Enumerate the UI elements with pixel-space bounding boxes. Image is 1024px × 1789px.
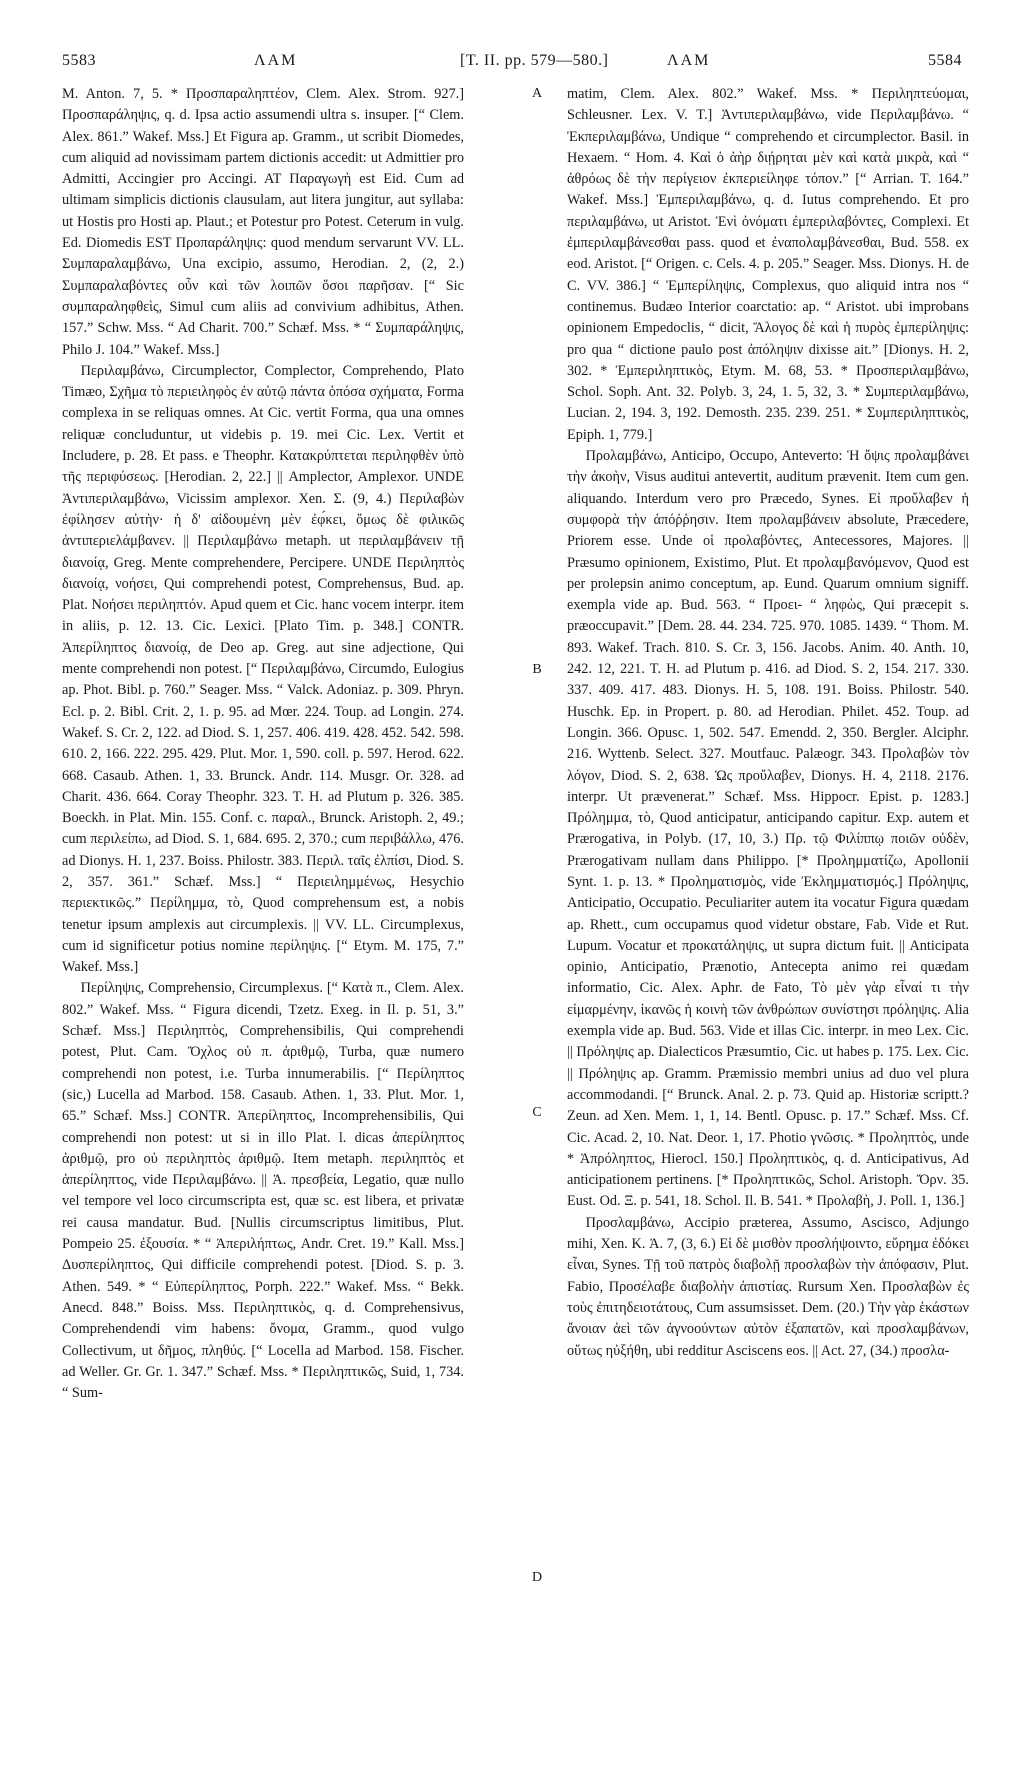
entry-paragraph: Προλαμβάνω, Anticipo, Occupo, Anteverto: Ἡ ὄψις προλαμβάνει τὴν ἀκοὴν, Visus auditui antevertit, auditum prævenit. Item cum gen. aliquando. Interdum vero pro Præcedo, Synes. Εἰ προὔλαβεν ἡ συμφορὰ τὴν ἀπόῤῥησιν. Item προλαμβάνειν absolute, Præcedere, Priorem esse. Unde οἱ προλαβόντες, Antecessores, Majores. || Præsumo opinionem, Existimo, Plut. Et προλαμβανόμενον, Quod est per prolepsin animo conceptum, ap. Eund. Quarum omnium signiff. exempla vide ap. Bud. 563. “ Προει- “ ληφὼς, Qui præcepit s. præoccupavit.” [Dem. 28. 44. 234. 725. 970. 1085. 1439. “ Thom. M. 893. Wakef. Trach. 810. S. Cr. 3, 156. Jacobs. Anim. 40. Anth. 10, 242. 12, 221. T. H. ad Plutum p. 416. ad Diod. S. 2, 154. 217. 330. 337. 409. 417. 483. Dionys. H. 5, 108. 191. Boiss. Philostr. 540. Huschk. Ep. in Propert. p. 80. ad Herodian. Philet. 452. Toup. ad Longin. 366. Opusc. 1, 502. 547. Emendd. 2, 350. Bergler. Alciphr. 216. Wyttenb. Select. 327. Moutfauc. Palæogr. 343. Προλαβὼν τὸν λόγον, Diod. S. 2, 638. Ὡς προὔλαβεν, Dionys. H. 4, 2118. 2176. interpr. Ut prævenerat.” Schæf. Mss. Hippocr. Epist. p. 1283.] Πρόλημμα, τὸ, Quod anticipatur, anticipando capitur. Exp. autem et Prærogativa, in Polyb. (17, 10, 3.) Πρ. τῷ Φιλίππῳ ποιῶν οὐδὲν, Prærogativam nullam dans Philippo. [* Προλημματίζω, Apollonii Synt. 1. p. 13. * Προληματισμὸς, vide Ἐκλημματισμός.] Πρόληψις, Anticipatio, Occupatio. Peculiariter autem ita vocatur Figura quædam ap. Rhett., cum occupamus quod videtur obstare, Fab. Vide et Rut. Lupum. Vocatur et προκατάληψις, ut supra dictum fuit. || Anticipata opinio, Anticipatio, Prænotio, Antecepta animo rei quædam informatio, Cic. Alex. Aphr. de Fato, Τὸ μὲν γὰρ εἶναί τι τὴν εἱμαρμένην, ἱκανῶς ἡ κοινὴ τῶν ἀνθρώπων συνίστησι πρόληψις. Alia exempla vide ap. Bud. 563. Vide et illas Cic. interpr. in meo Lex. Cic. || Πρόληψις ap. Dialecticos Præsumtio, Cic. ut habes p. 175. Lex. Cic. || Πρόληψις ap. Gramm. Præmissio membri unius ad duo vel plura accommodandi. [“ Brunck. Anal. 2. p. 73. Quid ap. Historiæ scriptt.? Zeun. ad Xen. Mem. 1, 1, 14. Bentl. Opusc. p. 17.” Schæf. Mss. Cf. Cic. Acad. 2, 10. Nat. Deor. 1, 17. Photio γνῶσις. * Προληπτὸς, unde * Ἀπρόληπτος, Hierocl. 150.] Προληπτικὸς, q. d. Anticipativus, Ad anticipationem pertinens. [* Προληπτικῶς, Schol. Aristoph. Ὄρν. 35. Eust. Od. Ξ. p. 541, 18. Schol. Il. Β. 541. * Προλαβὴ, J. Poll. 1, 136.] <box>567 448 969 1210</box>
section-marker-a: A <box>531 86 543 101</box>
section-marker-c: C <box>532 1105 542 1120</box>
section-marker-b: B <box>532 662 542 677</box>
page-header <box>62 52 962 78</box>
section-marker-d: D <box>531 1570 543 1585</box>
entry-paragraph: M. Anton. 7, 5. * Προσπαραληπτέον, Clem. Alex. Strom. 927.] Προσπαράληψις, q. d. Ipsa actio assumendi ultra s. insuper. [“ Clem. Alex. 861.” Wakef. Mss.] Et Figura ap. Gramm., ut scribit Diomedes, cum aliquid ad novissimam partem dictionis accedit: ut Admittier pro Admitti, Accingier pro Accingi. AT Παραγωγὴ est Eid. Cum ad ultimam simplicis dictionis clausulam, aut litera jungitur, aut syllaba: ut Hostis pro Hosti ap. Plaut.; et Potestur pro Potest. Ceterum in vulg. Ed. Diomedis EST Προπαράληψις: quod mendum servarunt VV. LL. Συμπαραλαμβάνω, Una excipio, assumo, Herodian. 2, (2, 2.) Συμπαραλαβόντες οὖν καὶ τῶν λοιπῶν ὅσοι παρῆσαν. [“ Sic συμπαραληφθεὶς, Simul cum aliis ad convivium adhibitus, Athen. 157.” Schw. Mss. “ Ad Charit. 700.” Schæf. Mss. * “ Συμπαράληψις, Philo J. 104.” Wakef. Mss.] <box>62 86 464 358</box>
entry-paragraph: Περιλαμβάνω, Circumplector, Complector, Comprehendo, Plato Timæo, Σχῆμα τὸ περιειληφὸς ἐν αὐτῷ πάντα ὁπόσα σχήματα, Forma complexa in se reliquas omnes. At Cic. vertit Forma, qua una omnes reliquæ concluduntur, ut videbis p. 19. mei Cic. Lex. Vertit et Includere, p. 28. Et pass. e Theophr. Κατακρύπτεται περιληφθὲν ὑπὸ τῆς περιφύσεως. [Herodian. 2, 22.] || Amplector, Amplexor. UNDE Ἀντιπεριλαμβάνω, Vicissim amplexor. Xen. Σ. (9, 4.) Περιλαβὼν ἐφίλησεν αὐτὴν· ἡ δ' αἰδουμένη μὲν ἐφ́κει, ὅμως δὲ φιλικῶς ἀντιπεριελάμβανεν. || Περιλαμβάνω metaph. ut περιλαμβάνειν τῇ διανοίᾳ, Greg. Mente comprehendere, Percipere. UNDE Περιληπτὸς διανοίᾳ, νοήσει, Qui comprehendi potest, Comprehensus, Bud. ap. Plat. Νοήσει περιληπτόν. Apud quem et Cic. hanc vocem interpr. item in aliis, p. 12. 13. Cic. Lexici. [Plato Tim. p. 348.] CONTR. Ἀπερίληπτος διανοίᾳ, de Deo ap. Greg. aut sine adjectione, Qui mente comprehendi non potest. [“ Περιλαμβάνω, Circumdo, Eulogius ap. Phot. Bibl. p. 760.” Seager. Mss. “ Valck. Adoniaz. p. 309. Phryn. Ecl. p. 2. Bibl. Crit. 2, 1. p. 95. ad Mœr. 224. Toup. ad Longin. 274. Wakef. S. Cr. 2, 122. ad Diod. S. 1, 257. 406. 419. 428. 452. 542. 598. 610. 2, 166. 222. 295. 429. Plut. Mor. 1, 590. coll. p. 597. Herod. 622. 668. Casaub. Athen. 1, 33. Brunck. Andr. 114. Musgr. Or. 328. ad Charit. 436. 664. Coray Theophr. 323. T. H. ad Plutum p. 326. 385. Boeckh. in Plat. Min. 155. Conf. c. παραλ., Brunck. Aristoph. 2, 49.; cum περιλείπω, ad Diod. S. 1, 684. 695. 2, 370.; cum περιβάλλω, 476. ad Dionys. H. 1, 237. Boiss. Philostr. 383. Περιλ. ταῖς ἐλπίσι, Diod. S. 2, 357. 361.” Schæf. Mss.] “ Περιειλημμένως, Hesychio περιεκτικῶς.” Περίλημμα, τὸ, Quod comprehensum est, a nobis tenetur ipsum amplexis aut circumplexis. || VV. LL. Circumplexus, cum id significetur potius nomine περίληψις. [“ Etym. M. 175, 7.” Wakef. Mss.] <box>62 362 464 976</box>
entry-paragraph: Περίληψις, Comprehensio, Circumplexus. [“ Κατὰ π., Clem. Alex. 802.” Wakef. Mss. “ Figura dicendi, Tzetz. Exeg. in Il. p. 51, 3.” Schæf. Mss.] Περιληπτὸς, Comprehensibilis, Qui comprehendi potest, Plut. Cam. Ὄχλος οὐ π. ἀριθμῷ, Turba, quæ numero comprehendi non potest, i.e. Turba innumerabilis. [“ Περίληπτος (sic,) Lucella ad Marbod. 158. Casaub. Athen. 1, 33. Plut. Mor. 1, 65.” Schæf. Mss.] CONTR. Ἀπερίληπτος, Incomprehensibilis, Qui comprehendi non potest: ut si in illo Plat. l. dicas ἀπερίληπτος ἀριθμῷ, pro οὐ περιληπτὸς ἀριθμῷ. Item metaph. περιληπτὸς et ἀπερίληπτος, vide Περιλαμβάνω. || Ἀ. πρεσβεία, Legatio, quæ nullo vel tempore vel loco circumscripta est, quæ sc. est libera, et privatæ rei causa mandatur. Bud. [Nullis circumscriptus limitibus, Plut. Pompeio 25. ἐξουσία. * “ Ἀπεριλήπτως, Andr. Cret. 19.” Kall. Mss.] Δυσπερίληπτος, Qui difficile comprehendi potest. [Diod. S. p. 3. Athen. 549. * “ Εὐπερίληπτος, Porph. 222.” Wakef. Mss. “ Bekk. Anecd. 848.” Boiss. Mss. Περιληπτικὸς, q. d. Comprehensivus, Comprehendendi vim habens: ὄνομα, Gramm., quod vulgo Collectivum, ut δῆμος, πληθύς. [“ Locella ad Marbod. 158. Fischer. ad Weller. Gr. Gr. 1. 347.” Schæf. Mss. * Περιληπτικῶς, Suid, 1, 734. “ Sum- <box>62 980 464 1402</box>
left-text-column <box>62 84 464 1404</box>
right-text-column <box>567 84 969 1362</box>
entry-paragraph: matim, Clem. Alex. 802.” Wakef. Mss. * Περιληπτεύομαι, Schleusner. Lex. V. T.] Ἀντιπεριλαμβάνω, vide Περιλαμβάνω. “ Ἐκπεριλαμβάνω, Undique “ comprehendo et circumplector. Basil. in Hexaem. “ Hom. 4. Καὶ ὁ ἀὴρ διῄρηται μὲν καὶ κατὰ μικρὰ, καὶ “ ἀθρόως δὲ τὴν περίγειον ἐκπεριείληφε τόπον.” [“ Arrian. T. 164.” Wakef. Mss.] Ἐμπεριλαμβάνω, q. d. Iutus comprehendo. Et pro περιλαμβάνω, ut Aristot. Ἑνὶ ὀνόματι ἐμπεριλαβόντες, Complexi. Et ἐμπεριλαμβάνεσθαι pass. quod et ἐναπολαμβάνεσθαι, Bud. 558. ex eod. Aristot. [“ Origen. c. Cels. 4. p. 205.” Seager. Mss. Dionys. H. de C. VV. 386.] “ Ἐμπερίληψις, Complexus, quo aliquid intra nos “ continemus. Budæo Interior coarctatio: ap. “ Aristot. ubi improbans opinionem Empedoclis, “ dicit, Ἄλογος δὲ καὶ ἡ πυρὸς ἐμπερίληψις: pro qua “ dictione paulo post ἀπόληψιν dixisse ait.” [Dionys. H. 2, 302. * Ἐμπεριληπτικὸς, Etym. M. 68, 53. * Προσπεριλαμβάνω, Schol. Soph. Ant. 32. Polyb. 3, 24, 1. 5, 32, 3. * Συμπεριλαμβάνω, Lucian. 2, 194. 3, 192. Demosth. 235. 239. 251. * Συμπεριληπτικὸς, Epiph. 1, 779.] <box>567 86 969 443</box>
right-running-headword: ΛΑΜ <box>667 52 711 69</box>
left-running-headword: ΛΑΜ <box>254 52 298 69</box>
volume-page-reference: [T. II. pp. 579—580.] <box>460 52 609 69</box>
left-page-number: 5583 <box>62 52 96 69</box>
right-page-number: 5584 <box>928 52 962 69</box>
entry-paragraph: Προσλαμβάνω, Accipio præterea, Assumo, Ascisco, Adjungo mihi, Xen. K. Ἀ. 7, (3, 6.) Εἰ δὲ μισθὸν προσλήψοιντο, εὕρημα ἐδόκει εἶναι, Synes. Τῇ τοῦ πατρὸς διαβολῇ προσλαβὼν τὴν ἀπόφασιν, Plut. Fabio, Προσέλαβε διαβολὴν ἀπιστίας. Rursum Xen. Προσλαβὼν ἐς τοὺς ἐπιτηδειοτάτους, Cum assumsisset. Dem. (20.) Τὴν γὰρ ἑκάστων ἄνοιαν ἀεὶ τῶν ἀγνοούντων αὐτὸν ἐξαπατῶν, καὶ προσλαμβάνων, οὕτως ηὐξήθη, ubi redditur Asciscens eos. || Act. 27, (34.) προσλα- <box>567 1214 969 1359</box>
